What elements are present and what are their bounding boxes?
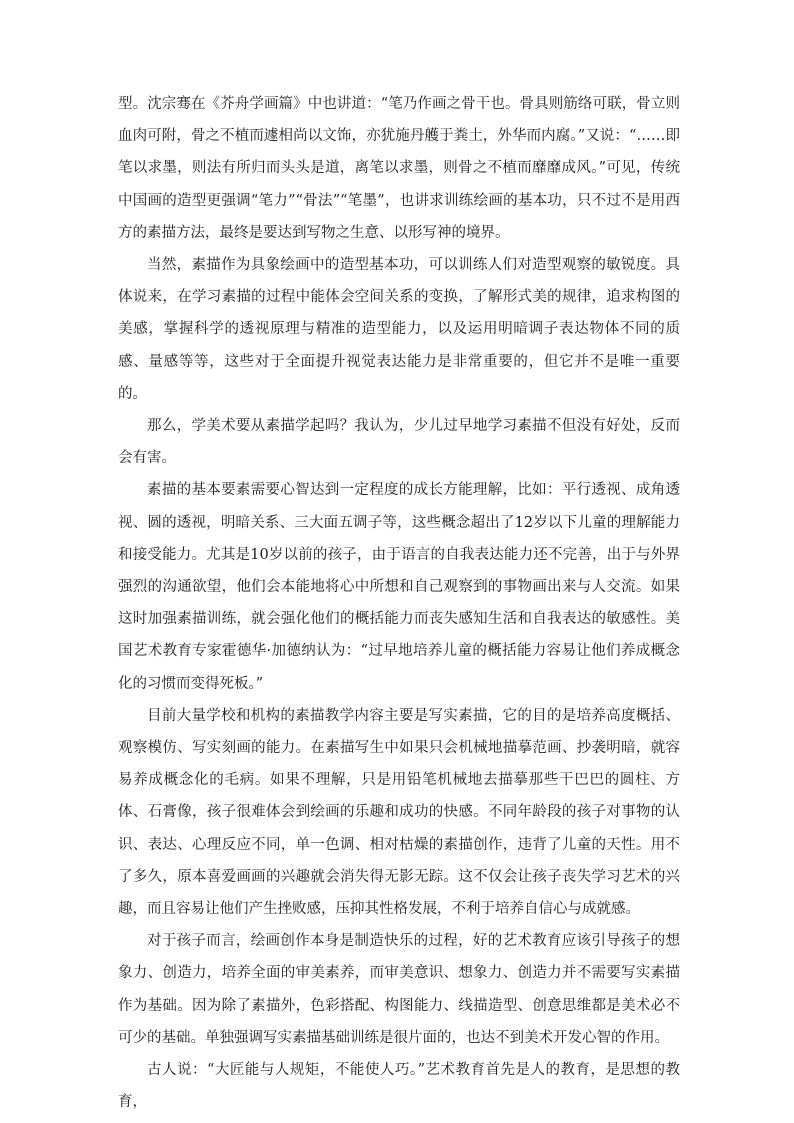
- paragraph-2: 当然，素描作为具象绘画中的造型基本功，可以训练人们对造型观察的敏锐度。具体说来，在学习素描的过程中能体会空间关系的变换，了解形式美的规律，追求构图的美感，掌握科学的透视原理与精准的造型能力，以及运用明暗调子表达物体不同的质感、量感等等，这些对于全面提升视觉表达能力是非常重要的，但它并不是唯一重要的。: [118, 257, 680, 402]
- paragraph-3: 那么，学美术要从素描学起吗？我认为，少儿过早地学习素描不但没有好处，反而会有害。: [118, 418, 680, 467]
- article-body: [118, 88, 680, 1119]
- paragraph-5: 目前大量学校和机构的素描教学内容主要是写实素描，它的目的是培养高度概括、观察模仿、写实刻画的能力。在素描写生中如果只会机械地描摹范画、抄袭明暗，就容易养成概念化的毛病。如果不理解，只是用铅笔机械地去描摹那些干巴巴的圆柱、方体、石膏像，孩子很难体会到绘画的乐趣和成功的快感。不同年龄段的孩子对事物的认识、表达、心理反应不同，单一色调、相对枯燥的素描创作，违背了儿童的天性。用不了多久，原本喜爱画画的兴趣就会消失得无影无踪。这不仅会让孩子丧失学习艺术的兴趣，而且容易让他们产生挫败感，压抑其性格发展，不利于培养自信心与成就感。: [118, 707, 680, 918]
- paragraph-4: 素描的基本要素需要心智达到一定程度的成长方能理解，比如：平行透视、成角透视、圆的透视，明暗关系、三大面五调子等，这些概念超出了12岁以下儿童的理解能力和接受能力。尤其是10岁以前的孩子，由于语言的自我表达能力还不完善，出于与外界强烈的沟通欲望，他们会本能地将心中所想和自己观察到的事物画出来与人交流。如果这时加强素描训练，就会强化他们的概括能力而丧失感知生活和自我表达的敏感性。美国艺术教育专家霍德华·加德纳认为：“过早地培养儿童的概括能力容易让他们养成概念化的习惯而变得死板。”: [118, 482, 680, 692]
- paragraph-6: 对于孩子而言，绘画创作本身是制造快乐的过程，好的艺术教育应该引导孩子的想象力、创造力，培养全面的审美素养，而审美意识、想象力、创造力并不需要写实素描作为基础。因为除了素描外，色彩搭配、构图能力、线描造型、创意思维都是美术必不可少的基础。单独强调写实素描基础训练是很片面的，也达不到美术开发心智的作用。: [118, 933, 680, 1046]
- paragraph-7: 古人说：“大匠能与人规矩，不能使人巧。”艺术教育首先是人的教育，是思想的教育，: [118, 1062, 680, 1111]
- paragraph-1: 型。沈宗骞在《芥舟学画篇》中也讲道：“笔乃作画之骨干也。骨具则筋络可联，骨立则血肉可附，骨之不植而遽相尚以文饰，亦犹施丹艧于粪土，外华而内腐。”又说：“……即笔以求墨，则法有所归而头头是道，离笔以求墨，则骨之不植而靡靡成风。”可见，传统中国画的造型更强调“笔力”“骨法”“笔墨”，也讲求训练绘画的基本功，只不过不是用西方的素描方法，最终是要达到写物之生意、以形写神的境界。: [118, 96, 680, 241]
